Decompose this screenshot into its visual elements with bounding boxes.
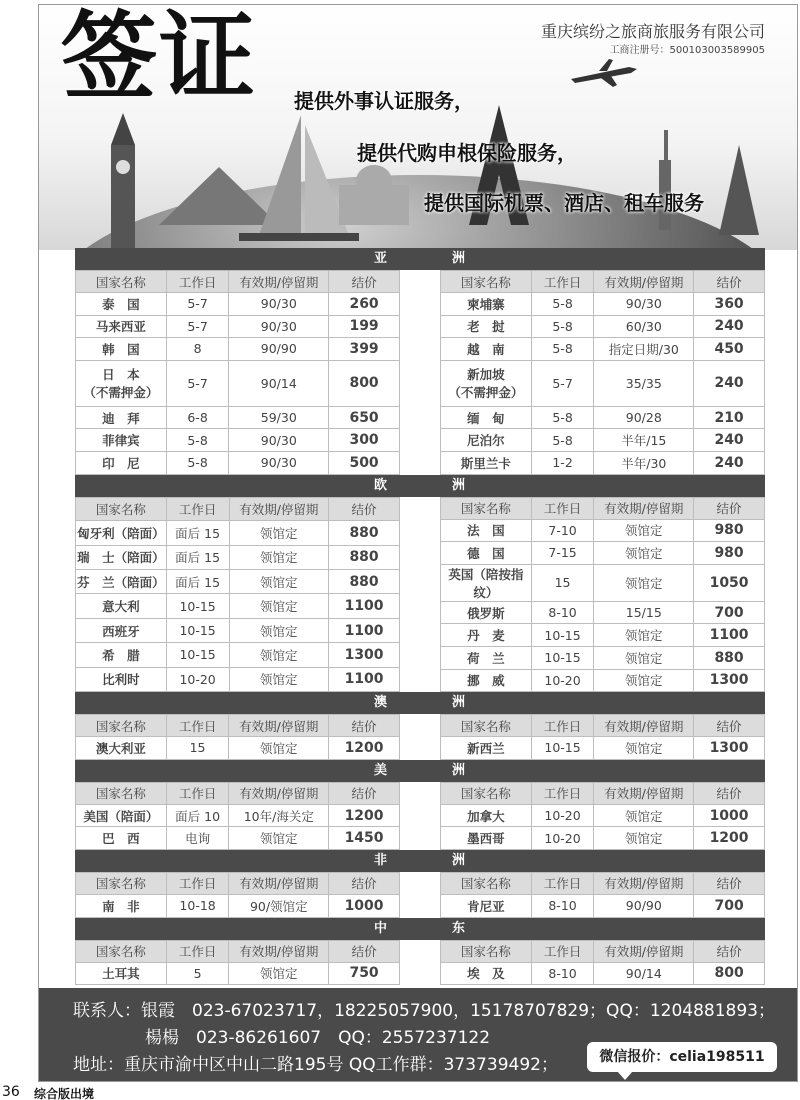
column-header: 有效期/停留期 [594,497,694,519]
table-row [76,451,400,474]
column-header: 工作日 [531,940,594,962]
cell-validity: 领馆定 [594,669,694,692]
column-header: 工作日 [166,271,229,293]
column-header: 工作日 [166,782,229,804]
region-name-second: 东 [452,920,467,936]
column-header: 国家名称 [441,271,532,293]
cell-validity: 90/28 [594,406,694,429]
cell-country: 斯里兰卡 [441,451,532,474]
cell-country: 新加坡 （不需押金） [441,360,532,406]
cell-price: 500 [329,451,400,474]
cell-country: 尼泊尔 [441,429,532,452]
column-header: 结价 [694,497,765,519]
column-header: 国家名称 [76,872,167,894]
cell-price: 1300 [694,669,765,692]
table-row [76,618,400,642]
region-section [75,248,765,475]
table-row [76,406,400,429]
cell-price: 980 [694,519,765,542]
cell-country: 土耳其 [76,962,167,985]
region-section [75,692,765,760]
cell-validity: 90/90 [594,894,694,917]
cell-days: 5 [166,962,229,985]
table-row [76,570,400,594]
table-row [441,542,765,565]
column-header: 工作日 [166,715,229,737]
cell-days: 8-10 [531,894,594,917]
cell-days: 15 [166,737,229,760]
cell-price: 1100 [694,624,765,647]
cell-days: 电询 [166,827,229,850]
cell-country: 加拿大 [441,804,532,827]
table-row [76,827,400,850]
cell-validity: 半年/15 [594,429,694,452]
cell-days: 5-8 [531,293,594,316]
cell-price: 1000 [694,804,765,827]
region-header [75,248,765,270]
price-table-left [75,270,400,475]
cell-country: 柬埔寨 [441,293,532,316]
column-header: 国家名称 [441,497,532,519]
column-header: 结价 [694,782,765,804]
cell-price: 1100 [329,667,400,691]
cell-validity: 领馆定 [229,737,329,760]
price-table-right [440,872,765,918]
table-row [441,293,765,316]
cell-days: 10-15 [166,643,229,667]
cell-country: 缅 甸 [441,406,532,429]
cell-country: 老 挝 [441,315,532,338]
cell-price: 880 [329,545,400,569]
cell-price: 450 [694,338,765,361]
column-header: 有效期/停留期 [229,715,329,737]
cell-validity: 59/30 [229,406,329,429]
cell-validity: 领馆定 [229,545,329,569]
cell-country: 美国（陪面） [76,804,167,827]
cell-validity: 90/14 [594,962,694,985]
cell-country: 肯尼亚 [441,894,532,917]
region-section [75,760,765,850]
table-row [76,804,400,827]
cell-price: 880 [329,570,400,594]
cell-price: 199 [329,315,400,338]
cell-price: 1200 [329,737,400,760]
table-row [441,451,765,474]
cell-days: 面后 15 [166,545,229,569]
cell-validity: 领馆定 [594,519,694,542]
column-header: 结价 [694,271,765,293]
table-row [76,338,400,361]
cell-price: 1100 [329,618,400,642]
cell-price: 1100 [329,594,400,618]
airplane-icon [569,57,639,91]
column-header: 有效期/停留期 [594,940,694,962]
table-row [441,646,765,669]
service-line-1: 提供外事认证服务， [294,89,474,113]
cell-days: 7-15 [531,542,594,565]
table-row [76,315,400,338]
cell-price: 700 [694,601,765,624]
cell-price: 240 [694,451,765,474]
cell-price: 800 [329,360,400,406]
cell-validity: 领馆定 [594,542,694,565]
region-name-first: 中 [373,920,388,936]
cell-validity: 15/15 [594,601,694,624]
cell-price: 1200 [694,827,765,850]
column-header: 有效期/停留期 [229,497,329,521]
column-header: 国家名称 [76,940,167,962]
column-header: 结价 [329,782,400,804]
cell-country: 芬 兰（陪面） [76,570,167,594]
cell-days: 5-8 [531,315,594,338]
cell-validity: 90/领馆定 [229,894,329,917]
cell-validity: 半年/30 [594,451,694,474]
page-frame [38,4,798,1082]
contact-line-2: 楊楊 023-86261607 QQ：2557237122 [145,1028,491,1048]
table-row [441,338,765,361]
section-name: 综合版出境 [34,1087,95,1100]
region-name-first: 亚 [373,251,388,266]
table-row [76,667,400,691]
cell-country: 韩 国 [76,338,167,361]
table-row [441,429,765,452]
region-section [75,850,765,918]
price-table-left [75,782,400,850]
cell-days: 1-2 [531,451,594,474]
region-header [75,850,765,872]
cell-days: 5-8 [531,338,594,361]
cell-country: 法 国 [441,519,532,542]
column-header: 工作日 [531,872,594,894]
region-name-first: 非 [373,852,388,868]
cell-validity: 领馆定 [229,570,329,594]
column-header: 工作日 [531,497,594,519]
cell-days: 5-7 [531,360,594,406]
cell-days: 10-15 [166,594,229,618]
header-banner [39,5,798,250]
cell-price: 880 [694,646,765,669]
cell-validity: 10年/海关定 [229,804,329,827]
cell-validity: 领馆定 [229,521,329,545]
cell-country: 越 南 [441,338,532,361]
cell-price: 1050 [694,564,765,601]
cell-validity: 60/30 [594,315,694,338]
cell-price: 1300 [329,643,400,667]
column-header: 有效期/停留期 [594,872,694,894]
column-header: 有效期/停留期 [229,782,329,804]
column-header: 工作日 [531,271,594,293]
cell-days: 5-7 [166,315,229,338]
column-header: 工作日 [166,940,229,962]
address-line: 地址：重庆市渝中区中山二路195号 QQ工作群：373739492； [73,1055,558,1075]
column-header: 工作日 [531,782,594,804]
column-header: 有效期/停留期 [594,271,694,293]
column-header: 国家名称 [441,715,532,737]
service-line-3: 提供国际机票、酒店、租车服务 [424,191,704,215]
column-header: 国家名称 [441,872,532,894]
cell-price: 300 [329,429,400,452]
cell-price: 360 [694,293,765,316]
cell-price: 210 [694,406,765,429]
table-row [441,564,765,601]
landmarks-illustration [39,105,798,250]
column-header: 国家名称 [441,940,532,962]
cell-validity: 领馆定 [229,667,329,691]
cell-country: 墨西哥 [441,827,532,850]
cell-country: 印 尼 [76,451,167,474]
registration-number: 工商注册号：500103003589905 [609,45,765,56]
cell-price: 800 [694,962,765,985]
cell-validity: 领馆定 [594,564,694,601]
cell-country: 日 本 （不需押金） [76,360,167,406]
price-table-right [440,714,765,760]
region-section [75,475,765,693]
column-header: 有效期/停留期 [594,782,694,804]
cell-days: 8 [166,338,229,361]
column-header: 有效期/停留期 [229,271,329,293]
cell-country: 埃 及 [441,962,532,985]
cell-validity: 领馆定 [229,594,329,618]
cell-days: 10-20 [531,827,594,850]
cell-price: 880 [329,521,400,545]
cell-country: 迪 拜 [76,406,167,429]
column-header: 结价 [694,872,765,894]
page-title: 签证 [61,5,257,113]
column-header: 国家名称 [441,782,532,804]
cell-days: 5-8 [531,406,594,429]
cell-country: 俄罗斯 [441,601,532,624]
table-row [441,315,765,338]
column-header: 结价 [329,271,400,293]
cell-country: 德 国 [441,542,532,565]
cell-validity: 领馆定 [229,827,329,850]
region-name-second: 洲 [452,695,467,711]
table-row [441,601,765,624]
column-header: 结价 [329,940,400,962]
table-row [76,962,400,985]
column-header: 结价 [329,715,400,737]
cell-country: 澳大利亚 [76,737,167,760]
table-row [76,545,400,569]
cell-country: 意大利 [76,594,167,618]
table-row [76,594,400,618]
price-table-right [440,940,765,986]
column-header: 结价 [329,872,400,894]
cell-days: 7-10 [531,519,594,542]
table-row [76,643,400,667]
cell-country: 菲律宾 [76,429,167,452]
cell-country: 英国（陪按指纹） [441,564,532,601]
column-header: 工作日 [166,872,229,894]
table-row [76,429,400,452]
cell-price: 750 [329,962,400,985]
cell-days: 10-20 [531,669,594,692]
cell-validity: 90/30 [229,293,329,316]
cell-validity: 领馆定 [229,618,329,642]
table-row [76,521,400,545]
region-header [75,692,765,714]
price-table-right [440,270,765,475]
cell-price: 1000 [329,894,400,917]
contact-line-1: 联系人：银霞 023-67023717，18225057900，15178707829；QQ：1204881893； [73,1001,775,1021]
cell-price: 700 [694,894,765,917]
cell-price: 240 [694,315,765,338]
cell-price: 980 [694,542,765,565]
table-row [76,293,400,316]
table-row [76,894,400,917]
price-table-left [75,714,400,760]
cell-country: 新西兰 [441,737,532,760]
table-row [441,827,765,850]
column-header: 国家名称 [76,715,167,737]
cell-price: 260 [329,293,400,316]
column-header: 国家名称 [76,497,167,521]
cell-days: 8-10 [531,962,594,985]
table-row [441,804,765,827]
cell-days: 面后 15 [166,521,229,545]
region-name-first: 欧 [373,477,388,493]
region-name-second: 洲 [452,251,467,266]
cell-validity: 领馆定 [594,646,694,669]
cell-days: 5-7 [166,360,229,406]
column-header: 有效期/停留期 [229,872,329,894]
cell-validity: 90/30 [594,293,694,316]
cell-days: 6-8 [166,406,229,429]
cell-validity: 90/30 [229,451,329,474]
cell-days: 10-15 [531,646,594,669]
price-table-right [440,782,765,850]
cell-price: 1300 [694,737,765,760]
cell-days: 5-7 [166,293,229,316]
cell-validity: 90/30 [229,429,329,452]
wechat-badge: 微信报价：celia198511 [587,1042,777,1072]
column-header: 结价 [329,497,400,521]
cell-days: 10-20 [531,804,594,827]
cell-country: 西班牙 [76,618,167,642]
table-row [441,737,765,760]
cell-price: 240 [694,429,765,452]
cell-days: 10-20 [166,667,229,691]
page-number: 36 [2,1084,20,1100]
table-row [441,962,765,985]
cell-price: 1200 [329,804,400,827]
cell-validity: 35/35 [594,360,694,406]
region-header [75,760,765,782]
region-name-second: 洲 [452,477,467,493]
region-section [75,918,765,986]
column-header: 工作日 [166,497,229,521]
table-row [441,624,765,647]
column-header: 国家名称 [76,782,167,804]
cell-country: 南 非 [76,894,167,917]
region-name-first: 美 [373,762,388,778]
cell-country: 丹 麦 [441,624,532,647]
region-name-second: 洲 [452,762,467,778]
cell-days: 10-15 [531,737,594,760]
cell-country: 挪 威 [441,669,532,692]
cell-days: 10-18 [166,894,229,917]
cell-price: 399 [329,338,400,361]
cell-validity: 90/14 [229,360,329,406]
table-row [441,360,765,406]
table-row [441,519,765,542]
cell-price: 650 [329,406,400,429]
cell-country: 匈牙利（陪面） [76,521,167,545]
column-header: 有效期/停留期 [229,940,329,962]
cell-days: 面后 10 [166,804,229,827]
table-row [76,360,400,406]
region-header [75,918,765,940]
cell-validity: 90/90 [229,338,329,361]
column-header: 国家名称 [76,271,167,293]
table-row [441,669,765,692]
region-header [75,475,765,497]
cell-validity: 指定日期/30 [594,338,694,361]
cell-country: 荷 兰 [441,646,532,669]
visa-price-tables [75,248,765,985]
cell-days: 10-15 [531,624,594,647]
cell-country: 希 腊 [76,643,167,667]
cell-country: 马来西亚 [76,315,167,338]
column-header: 工作日 [531,715,594,737]
cell-validity: 领馆定 [594,827,694,850]
price-table-left [75,872,400,918]
cell-country: 瑞 士（陪面） [76,545,167,569]
cell-country: 泰 国 [76,293,167,316]
cell-validity: 领馆定 [594,804,694,827]
table-row [76,737,400,760]
column-header: 有效期/停留期 [594,715,694,737]
cell-validity: 90/30 [229,315,329,338]
cell-days: 面后 15 [166,570,229,594]
cell-days: 5-8 [166,429,229,452]
cell-days: 10-15 [166,618,229,642]
cell-days: 15 [531,564,594,601]
cell-validity: 领馆定 [229,962,329,985]
contact-footer [39,988,798,1082]
region-name-second: 洲 [452,852,467,868]
cell-price: 240 [694,360,765,406]
cell-validity: 领馆定 [594,624,694,647]
cell-validity: 领馆定 [229,643,329,667]
cell-days: 5-8 [166,451,229,474]
company-name: 重庆缤纷之旅商旅服务有限公司 [540,22,765,41]
cell-validity: 领馆定 [594,737,694,760]
price-table-left [75,497,400,693]
cell-days: 8-10 [531,601,594,624]
table-row [441,894,765,917]
cell-days: 5-8 [531,429,594,452]
column-header: 结价 [694,715,765,737]
cell-price: 1450 [329,827,400,850]
price-table-left [75,940,400,986]
cell-country: 巴 西 [76,827,167,850]
table-row [441,406,765,429]
service-line-2: 提供代购申根保险服务， [357,141,577,165]
region-name-first: 澳 [373,695,388,711]
column-header: 结价 [694,940,765,962]
price-table-right [440,497,765,693]
cell-country: 比利时 [76,667,167,691]
